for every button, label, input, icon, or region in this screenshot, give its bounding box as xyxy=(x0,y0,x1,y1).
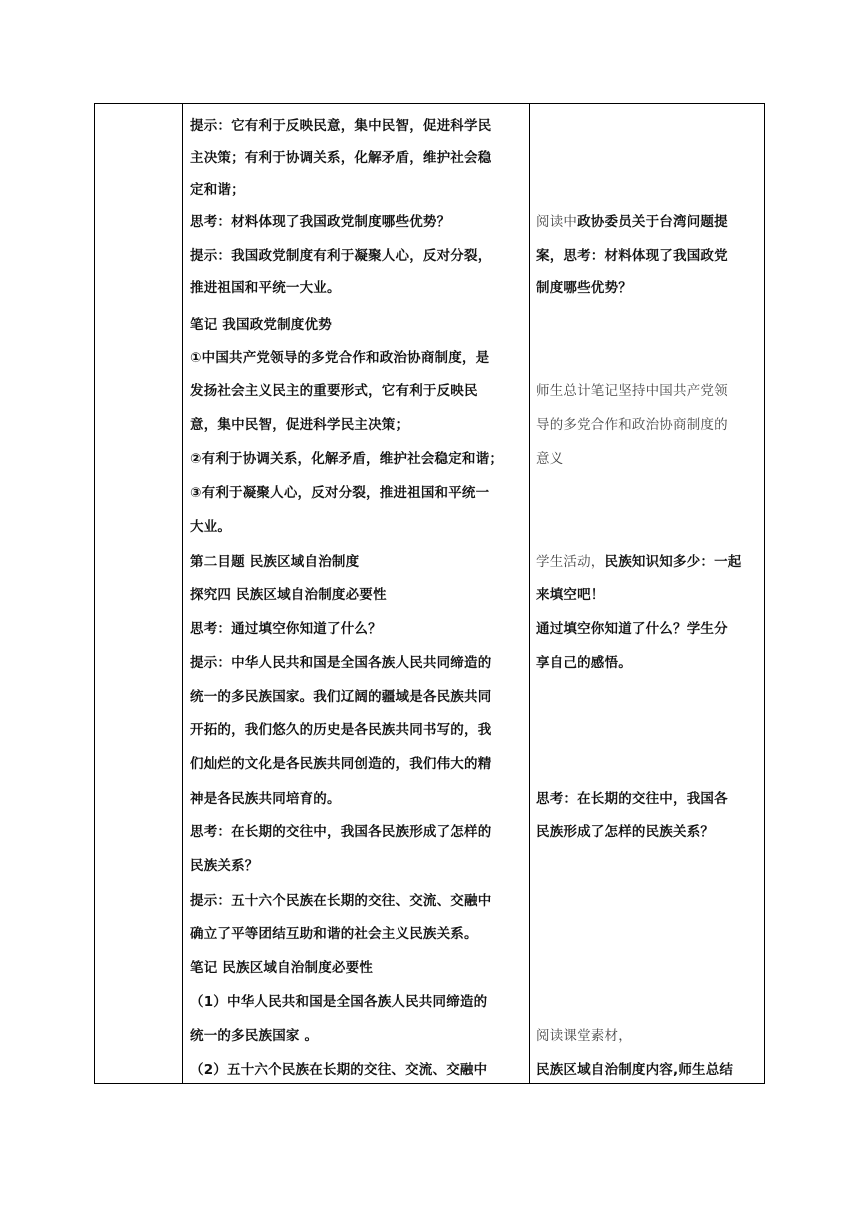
content-line: （1）中华人民共和国是全国各族人民共同缔造的 xyxy=(190,994,488,1010)
activity-line: 阅读课堂素材， xyxy=(536,1028,632,1044)
activity-line: 来填空吧！ xyxy=(536,587,605,603)
content-line: 民族关系？ xyxy=(190,858,259,874)
column-divider-right xyxy=(529,104,530,1083)
activity-line: 意义 xyxy=(536,451,564,467)
activity-line xyxy=(536,552,742,572)
content-line: ②有利于协调关系，化解矛盾，维护社会稳定和谐； xyxy=(190,451,504,467)
content-line: （2）五十六个民族在长期的交往、交流、交融中 xyxy=(190,1062,488,1078)
content-line: 提示：五十六个民族在长期的交往、交流、交融中 xyxy=(190,893,492,909)
content-line: 大业。 xyxy=(190,519,232,535)
content-line: 推进祖国和平统一大业。 xyxy=(190,280,341,296)
content-line: 主决策；有利于协调关系，化解矛盾，维护社会稳 xyxy=(190,150,492,166)
activity-line: 制度哪些优势？ xyxy=(536,280,632,296)
content-line: 思考：材料体现了我国政党制度哪些优势？ xyxy=(190,214,451,230)
section-heading: 第二目题 民族区域自治制度 xyxy=(190,554,360,570)
teaching-content-column xyxy=(190,104,524,1083)
content-line: ③有利于凝聚人心，反对分裂，推进祖国和平统一 xyxy=(190,485,490,501)
content-line: 开拓的，我们悠久的历史是各民族共同书写的，我 xyxy=(190,722,492,738)
activity-text-light: 学生活动， xyxy=(536,554,605,570)
activity-line: 民族形成了怎样的民族关系？ xyxy=(536,824,715,840)
content-line: 思考：在长期的交往中，我国各民族形成了怎样的 xyxy=(190,824,492,840)
content-line: 笔记 民族区域自治制度必要性 xyxy=(190,960,373,976)
lesson-table xyxy=(94,103,765,1084)
activity-text-light: 阅读中 xyxy=(536,214,578,230)
content-line: 统一的多民族国家 。 xyxy=(190,1028,319,1044)
content-line: 提示：它有利于反映民意，集中民智，促进科学民 xyxy=(190,118,492,134)
activity-line: 享自己的感悟。 xyxy=(536,655,632,671)
content-line: 统一的多民族国家。我们辽阔的疆域是各民族共同 xyxy=(190,689,492,705)
activity-line xyxy=(536,212,728,232)
content-line: 提示：中华人民共和国是全国各族人民共同缔造的 xyxy=(190,655,492,671)
content-line: ①中国共产党领导的多党合作和政治协商制度，是 xyxy=(190,350,490,366)
content-line: 思考：通过填空你知道了什么？ xyxy=(190,621,382,637)
content-line: 意，集中民智，促进科学民主决策； xyxy=(190,417,410,433)
section-heading: 探究四 民族区域自治制度必要性 xyxy=(190,587,387,603)
content-line: 定和谐； xyxy=(190,182,245,198)
content-line: 们灿烂的文化是各民族共同创造的，我们伟大的精 xyxy=(190,756,492,772)
column-divider-left xyxy=(182,104,183,1083)
activity-column xyxy=(536,104,761,1083)
activity-line: 民族区域自治制度内容,师生总结 xyxy=(536,1062,734,1078)
activity-line: 通过填空你知道了什么？学生分 xyxy=(536,621,728,637)
activity-line: 思考：在长期的交往中，我国各 xyxy=(536,791,728,807)
activity-line: 案，思考：材料体现了我国政党 xyxy=(536,248,728,264)
content-line: 确立了平等团结互助和谐的社会主义民族关系。 xyxy=(190,926,478,942)
activity-line: 导的多党合作和政治协商制度的 xyxy=(536,417,728,433)
content-line: 发扬社会主义民主的重要形式，它有利于反映民 xyxy=(190,383,478,399)
activity-line: 师生总计笔记坚持中国共产党领 xyxy=(536,383,728,399)
content-line: 提示：我国政党制度有利于凝聚人心，反对分裂， xyxy=(190,248,492,264)
activity-text: 民族知识知多少：一起 xyxy=(604,554,742,570)
content-line: 神是各民族共同培育的。 xyxy=(190,791,341,807)
content-line: 笔记 我国政党制度优势 xyxy=(190,317,332,333)
activity-text: 政协委员关于台湾问题提 xyxy=(577,214,728,230)
